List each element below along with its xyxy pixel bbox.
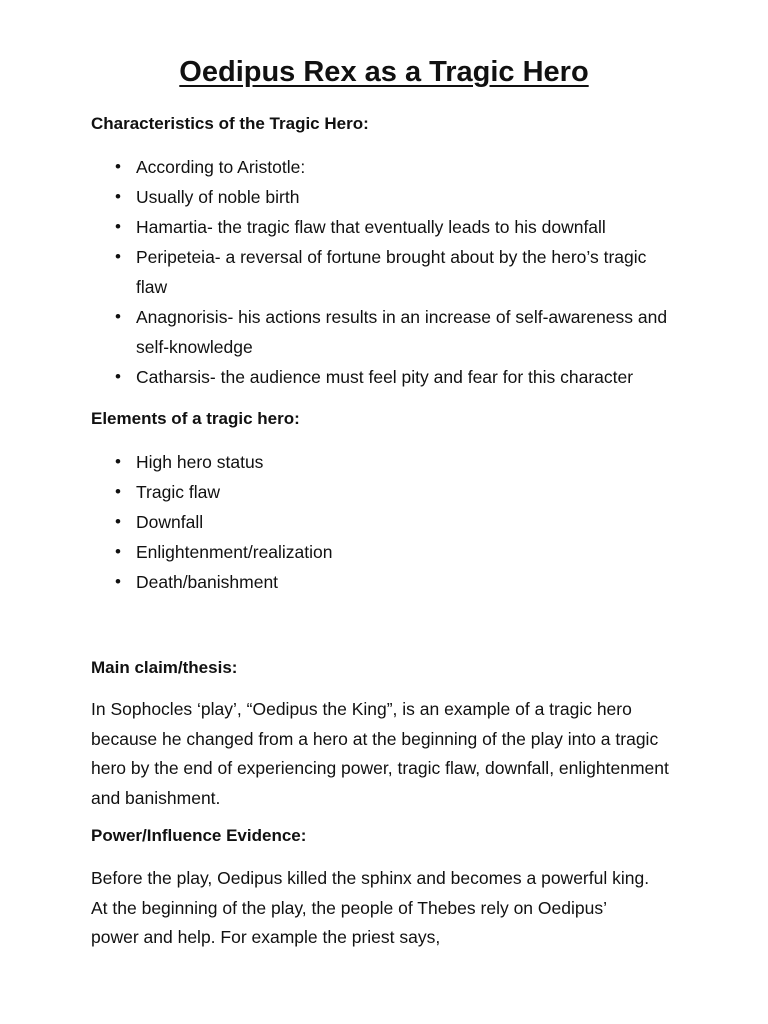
bullet-icon: • [115,572,121,591]
list-item: • High hero status [91,447,691,477]
bullet-icon: • [115,452,121,471]
bullet-icon: • [115,217,121,236]
list-item: • Death/banishment [91,567,691,597]
list-item: • Hamartia- the tragic flaw that eventually leads to his downfall [91,212,691,242]
list-item: • Tragic flaw [91,477,691,507]
list-item: • According to Aristotle: [91,152,691,182]
characteristics-list [91,152,691,392]
bullet-icon: • [115,187,121,206]
bullet-icon: • [115,482,121,501]
bullet-icon: • [115,307,121,326]
page-title: Oedipus Rex as a Tragic Hero [179,56,589,88]
list-item: • Usually of noble birth [91,182,691,212]
bullet-icon: • [115,512,121,531]
section-heading-power-evidence: Power/Influence Evidence: [91,826,307,845]
section-heading-characteristics: Characteristics of the Tragic Hero: [91,114,369,133]
thesis-paragraph: In Sophocles ‘play’, “Oedipus the King”, is an example of a tragic hero because he changed from a hero at the beginning of the play into a tragic hero by the end of experiencing power, tragic flaw, downfall, enlightenment and banishment. [91,699,669,808]
list-item: • Anagnorisis- his actions results in an increase of self-awareness and self-knowledge [91,302,676,362]
bullet-icon: • [115,367,121,386]
list-item: • Peripeteia- a reversal of fortune brought about by the hero’s tragic flaw [91,242,656,302]
section-heading-thesis: Main claim/thesis: [91,658,238,677]
section-heading-elements: Elements of a tragic hero: [91,409,300,428]
list-item: • Enlightenment/realization [91,537,691,567]
bullet-icon: • [115,247,121,266]
evidence-paragraph: Before the play, Oedipus killed the sphinx and becomes a powerful king. At the beginning of the play, the people of Thebes rely on Oedipus’ power and help. For example the priest says, [91,868,650,947]
list-item: • Downfall [91,507,691,537]
list-item: • Catharsis- the audience must feel pity and fear for this character [91,362,691,392]
elements-list [91,447,691,597]
bullet-icon: • [115,157,121,176]
bullet-icon: • [115,542,121,561]
